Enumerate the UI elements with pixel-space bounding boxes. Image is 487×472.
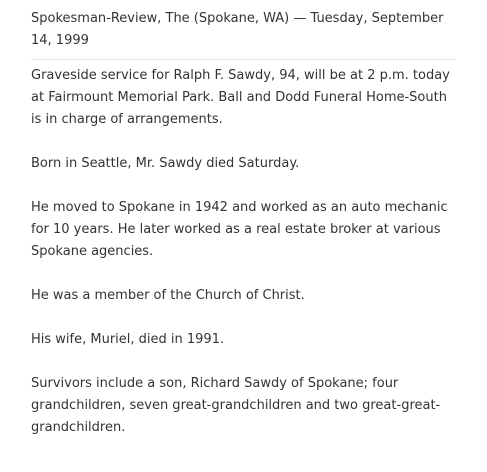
source-line: Spokesman-Review, The (Spokane, WA) — Tuesday, September 14, 1999 xyxy=(31,11,444,48)
paragraph: His wife, Muriel, died in 1991. xyxy=(31,332,225,347)
divider xyxy=(31,59,456,60)
paragraph: He moved to Spokane in 1942 and worked as an auto mechanic for 10 years. He later worked as a real estate broker at various Spokane agencies. xyxy=(31,200,448,259)
paragraph: Born in Seattle, Mr. Sawdy died Saturday. xyxy=(31,156,300,171)
paragraph: Survivors include a son, Richard Sawdy of Spokane; four grandchildren, seven great-grandchildren and two great-great-grandchildren. xyxy=(31,376,441,435)
paragraph: Graveside service for Ralph F. Sawdy, 94, will be at 2 p.m. today at Fairmount Memorial Park. Ball and Dodd Funeral Home-South is in charge of arrangements. xyxy=(31,68,450,127)
article-body xyxy=(31,65,456,439)
paragraph: He was a member of the Church of Christ. xyxy=(31,288,305,303)
